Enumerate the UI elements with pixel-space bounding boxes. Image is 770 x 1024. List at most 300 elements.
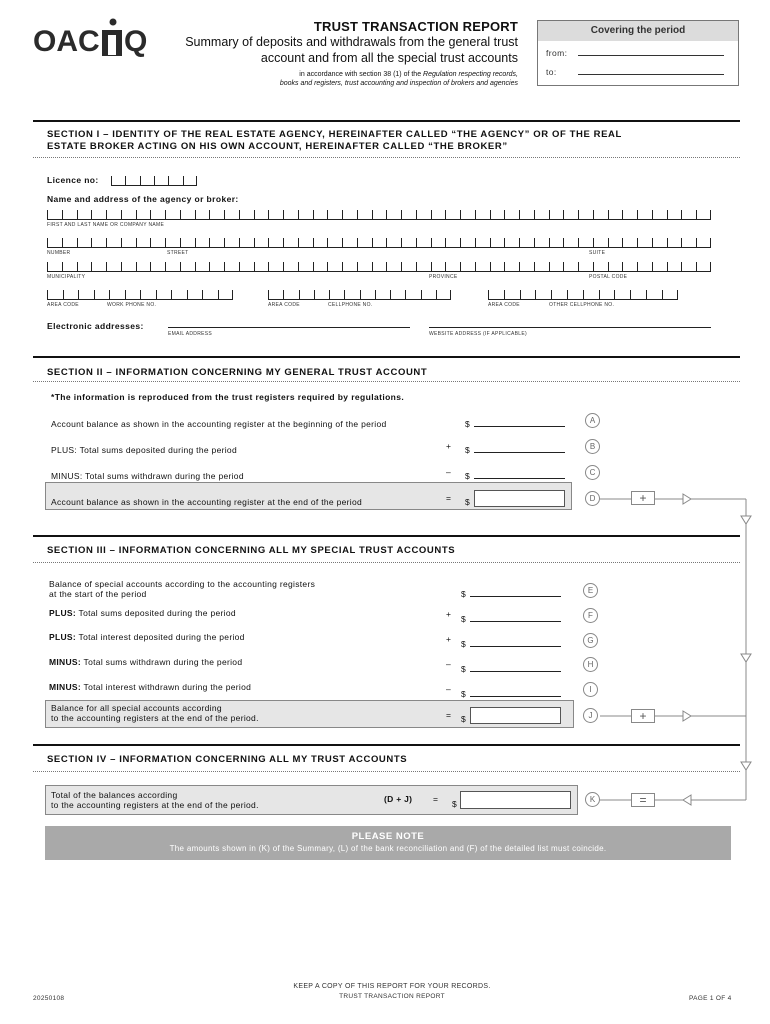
comb-tick [357, 210, 358, 219]
comb-tick [696, 210, 697, 219]
row-h-label-text: Total sums withdrawn during the period [83, 657, 243, 667]
comb-tick [62, 238, 63, 247]
comb-tick [360, 290, 361, 299]
report-title-block [170, 19, 518, 88]
comb-tick [342, 210, 343, 219]
footer-report-name: TRUST TRANSACTION REPORT [339, 993, 445, 1000]
row-k-label-line1: Total of the balances according [51, 790, 178, 800]
row-f-op: + [446, 609, 452, 619]
comb-tick [78, 290, 79, 299]
comb-tick [298, 238, 299, 247]
name-address-label: Name and address of the agency or broker: [47, 194, 239, 204]
comb-tick [504, 262, 505, 271]
comb-tick [578, 262, 579, 271]
comb-tick [165, 238, 166, 247]
row-f-label [49, 608, 236, 618]
section4-rule [33, 744, 740, 746]
period-from-line[interactable] [578, 55, 724, 56]
other-cellphone-caption: OTHER CELLPHONE NO. [549, 302, 615, 308]
comb-tick [109, 290, 110, 299]
comb-tick [299, 290, 300, 299]
row-h-key: H [583, 657, 598, 672]
comb-tick [62, 262, 63, 271]
row-d-key: D [585, 491, 600, 506]
row-i-currency: $ [461, 689, 467, 699]
comb-tick [696, 238, 697, 247]
regulation-note-italic-1: Regulation respecting records, [423, 71, 518, 78]
licence-input[interactable] [111, 174, 197, 186]
comb-tick [125, 290, 126, 299]
comb-tick [534, 262, 535, 271]
comb-tick [165, 262, 166, 271]
comb-tick [460, 210, 461, 219]
province-caption: PROVINCE [429, 274, 458, 280]
row-i-label [49, 682, 251, 692]
comb-tick [637, 262, 638, 271]
row-a-amount[interactable] [474, 426, 565, 427]
work-phone-input[interactable] [47, 288, 233, 300]
comb-tick [637, 238, 638, 247]
postal-code-caption: POSTAL CODE [589, 274, 628, 280]
footer-code: 20250108 [33, 995, 65, 1002]
comb-tick [488, 290, 489, 299]
comb-tick [357, 238, 358, 247]
comb-tick [662, 290, 663, 299]
comb-tick [563, 262, 564, 271]
section1-title-line1: SECTION I – IDENTITY OF THE REAL ESTATE AGENCY, HEREINAFTER CALLED “THE AGENCY” OR OF THE REAL [47, 129, 622, 140]
comb-tick [681, 210, 682, 219]
row-b-key: B [585, 439, 600, 454]
row-h-label-bold: MINUS: [49, 657, 82, 667]
row-i-amount[interactable] [470, 696, 561, 697]
comb-tick [268, 262, 269, 271]
comb-tick [593, 238, 594, 247]
comb-tick [504, 238, 505, 247]
comb-tick [386, 210, 387, 219]
comb-tick [180, 238, 181, 247]
comb-tick [445, 262, 446, 271]
comb-tick [710, 210, 711, 219]
report-title: TRUST TRANSACTION REPORT [313, 19, 518, 34]
row-i-op: – [446, 684, 452, 694]
comb-tick [283, 210, 284, 219]
section3-rule [33, 535, 740, 537]
regulation-note-italic-2: books and registers, trust accounting and inspection of brokers and agencies [279, 80, 518, 87]
regulation-note [170, 70, 518, 88]
comb-tick [614, 290, 615, 299]
comb-tick [150, 262, 151, 271]
row-d-currency: $ [465, 497, 471, 507]
comb-tick [154, 176, 155, 185]
row-j-amount[interactable] [470, 707, 561, 724]
comb-tick [91, 210, 92, 219]
row-g-label-bold: PLUS: [49, 632, 76, 642]
row-f-key: F [583, 608, 598, 623]
website-input[interactable] [429, 327, 711, 328]
comb-tick [224, 238, 225, 247]
number-caption: NUMBER [47, 250, 71, 256]
row-a-currency: $ [465, 419, 471, 429]
row-b-label: PLUS: Total sums deposited during the period [51, 445, 237, 455]
section1-rule [33, 120, 740, 122]
comb-tick [283, 238, 284, 247]
comb-tick [168, 176, 169, 185]
comb-tick [313, 210, 314, 219]
comb-tick [416, 262, 417, 271]
comb-tick [195, 238, 196, 247]
comb-tick [405, 290, 406, 299]
comb-tick [401, 238, 402, 247]
row-g-label [49, 632, 245, 642]
comb-tick [150, 238, 151, 247]
comb-tick [608, 210, 609, 219]
row-c-key: C [585, 465, 600, 480]
electronic-addresses-label: Electronic addresses: [47, 321, 144, 331]
comb-tick [218, 290, 219, 299]
comb-tick [140, 290, 141, 299]
comb-tick [171, 290, 172, 299]
regulation-note-pre: in accordance with section 38 (1) of the [299, 71, 422, 78]
comb-tick [416, 210, 417, 219]
comb-tick [431, 238, 432, 247]
comb-tick [681, 238, 682, 247]
comb-tick [519, 210, 520, 219]
comb-tick [180, 210, 181, 219]
section1-title-line2: ESTATE BROKER ACTING ON HIS OWN ACCOUNT, HEREINAFTER CALLED “THE BROKER” [47, 141, 508, 152]
cellphone-caption: CELLPHONE NO. [328, 302, 373, 308]
comb-tick [667, 262, 668, 271]
comb-tick [91, 262, 92, 271]
covering-period-title: Covering the period [538, 21, 738, 41]
row-g-label-text: Total interest deposited during the period [78, 632, 245, 642]
comb-tick [549, 262, 550, 271]
row-d-op: = [446, 493, 452, 503]
row-h-currency: $ [461, 664, 467, 674]
comb-tick [578, 210, 579, 219]
comb-tick [490, 262, 491, 271]
row-b-currency: $ [465, 445, 471, 455]
please-note-banner [45, 826, 731, 860]
comb-tick [357, 262, 358, 271]
comb-tick [563, 238, 564, 247]
comb-tick [268, 290, 269, 299]
comb-tick [106, 210, 107, 219]
other-cellphone-input[interactable] [488, 288, 678, 300]
email-caption: EMAIL ADDRESS [168, 331, 213, 337]
comb-tick [372, 262, 373, 271]
comb-tick [401, 210, 402, 219]
comb-tick [47, 290, 48, 299]
comb-tick [520, 290, 521, 299]
row-g-currency: $ [461, 639, 467, 649]
row-h-label [49, 657, 242, 667]
report-subtitle-1: Summary of deposits and withdrawals from the general trust [185, 35, 518, 49]
comb-tick [63, 290, 64, 299]
comb-tick [490, 238, 491, 247]
row-d-amount[interactable] [474, 490, 565, 507]
comb-tick [298, 210, 299, 219]
section2-intro: *The information is reproduced from the trust registers required by regulations. [51, 392, 405, 402]
row-f-label-bold: PLUS: [49, 608, 76, 618]
row-b-amount[interactable] [474, 452, 565, 453]
comb-tick [622, 262, 623, 271]
row-e-currency: $ [461, 589, 467, 599]
comb-tick [47, 262, 48, 271]
comb-tick [268, 210, 269, 219]
comb-tick [535, 290, 536, 299]
municipality-input[interactable] [47, 260, 711, 272]
row-e-key: E [583, 583, 598, 598]
comb-tick [94, 290, 95, 299]
comb-tick [136, 210, 137, 219]
comb-tick [156, 290, 157, 299]
comb-tick [475, 210, 476, 219]
comb-tick [329, 290, 330, 299]
row-j-currency: $ [461, 714, 467, 724]
comb-tick [77, 262, 78, 271]
comb-tick [436, 290, 437, 299]
comb-tick [111, 176, 112, 185]
comb-tick [583, 290, 584, 299]
row-c-amount[interactable] [474, 478, 565, 479]
comb-tick [254, 210, 255, 219]
comb-tick [534, 238, 535, 247]
comb-tick [62, 210, 63, 219]
comb-tick [121, 210, 122, 219]
comb-tick [106, 262, 107, 271]
comb-tick [504, 210, 505, 219]
comb-tick [599, 290, 600, 299]
comb-tick [696, 262, 697, 271]
licence-label: Licence no: [47, 175, 99, 185]
comb-tick [390, 290, 391, 299]
period-to-field[interactable] [546, 60, 738, 79]
period-from-label: from: [546, 48, 568, 58]
row-e-amount[interactable] [470, 596, 561, 597]
comb-tick [534, 210, 535, 219]
please-note-heading: PLEASE NOTE [351, 831, 425, 842]
street-address-input[interactable] [47, 236, 711, 248]
comb-tick [431, 262, 432, 271]
comb-tick [283, 262, 284, 271]
suite-caption: SUITE [589, 250, 606, 256]
comb-tick [608, 262, 609, 271]
section4-title: SECTION IV – INFORMATION CONCERNING ALL MY TRUST ACCOUNTS [47, 754, 408, 765]
comb-tick [677, 290, 678, 299]
section1-dotted-rule [33, 157, 740, 158]
section3-dotted-rule [33, 562, 740, 563]
report-subtitle-2: account and from all the special trust accounts [260, 51, 518, 65]
comb-tick [283, 290, 284, 299]
footer-page-number: PAGE 1 OF 4 [689, 995, 732, 1002]
comb-tick [646, 290, 647, 299]
street-caption: STREET [167, 250, 189, 256]
comb-tick [372, 238, 373, 247]
comb-tick [254, 262, 255, 271]
area-code-3-caption: AREA CODE [488, 302, 520, 308]
comb-tick [637, 210, 638, 219]
row-e-label-line2: at the start of the period [49, 589, 147, 599]
comb-tick [47, 238, 48, 247]
row-j-key: J [583, 708, 598, 723]
row-j-label [51, 703, 259, 723]
comb-tick [187, 290, 188, 299]
comb-tick [630, 290, 631, 299]
comb-tick [327, 238, 328, 247]
row-d-label: Account balance as shown in the accounting register at the end of the period [51, 497, 363, 507]
row-h-amount[interactable] [470, 671, 561, 672]
comb-tick [416, 238, 417, 247]
comb-tick [239, 210, 240, 219]
comb-tick [710, 262, 711, 271]
row-k-currency: $ [452, 799, 458, 809]
comb-tick [445, 238, 446, 247]
section2-rule [33, 356, 740, 358]
row-g-amount[interactable] [470, 646, 561, 647]
period-to-line[interactable] [578, 74, 724, 75]
area-code-1-caption: AREA CODE [47, 302, 79, 308]
section1-title [47, 129, 622, 153]
row-c-currency: $ [465, 471, 471, 481]
comb-tick [314, 290, 315, 299]
footer-keep-copy: KEEP A COPY OF THIS REPORT FOR YOUR RECORDS. [293, 983, 491, 990]
comb-tick [608, 238, 609, 247]
comb-tick [327, 262, 328, 271]
comb-tick [209, 238, 210, 247]
comb-tick [232, 290, 233, 299]
comb-tick [268, 238, 269, 247]
section4-dotted-rule [33, 771, 740, 772]
name-input[interactable] [47, 208, 711, 220]
comb-tick [593, 210, 594, 219]
comb-tick [652, 262, 653, 271]
row-f-currency: $ [461, 614, 467, 624]
email-input[interactable] [168, 327, 410, 328]
row-g-key: G [583, 633, 598, 648]
section2-dotted-rule [33, 381, 740, 382]
website-caption: WEBSITE ADDRESS (IF APPLICABLE) [429, 331, 527, 337]
row-k-label-line2: to the accounting registers at the end of the period. [51, 800, 259, 810]
comb-tick [386, 262, 387, 271]
comb-tick [622, 210, 623, 219]
row-b-op: + [446, 441, 452, 451]
comb-tick [195, 262, 196, 271]
row-e-label [49, 579, 315, 599]
area-code-2-caption: AREA CODE [268, 302, 300, 308]
comb-tick [386, 238, 387, 247]
comb-tick [475, 238, 476, 247]
row-j-plus-box: + [631, 709, 655, 723]
comb-tick [667, 238, 668, 247]
row-g-op: + [446, 634, 452, 644]
comb-tick [180, 262, 181, 271]
comb-tick [431, 210, 432, 219]
comb-tick [652, 210, 653, 219]
row-f-label-text: Total sums deposited during the period [78, 608, 236, 618]
comb-tick [327, 210, 328, 219]
comb-tick [77, 210, 78, 219]
comb-tick [342, 238, 343, 247]
comb-tick [667, 210, 668, 219]
comb-tick [475, 262, 476, 271]
comb-tick [445, 210, 446, 219]
comb-tick [344, 290, 345, 299]
comb-tick [254, 238, 255, 247]
row-k-formula: (D + J) [384, 794, 413, 804]
comb-tick [195, 210, 196, 219]
work-phone-caption: WORK PHONE NO. [107, 302, 157, 308]
comb-tick [196, 176, 197, 185]
comb-tick [140, 176, 141, 185]
comb-tick [77, 238, 78, 247]
comb-tick [622, 238, 623, 247]
comb-tick [136, 262, 137, 271]
comb-tick [202, 290, 203, 299]
comb-tick [121, 262, 122, 271]
comb-tick [209, 210, 210, 219]
comb-tick [549, 238, 550, 247]
comb-tick [342, 262, 343, 271]
section2-title: SECTION II – INFORMATION CONCERNING MY GENERAL TRUST ACCOUNT [47, 367, 428, 378]
comb-tick [224, 210, 225, 219]
row-j-label-line2: to the accounting registers at the end of the period. [51, 713, 259, 723]
comb-tick [567, 290, 568, 299]
oaciq-logo [33, 18, 163, 58]
row-k-op: = [433, 794, 439, 804]
comb-tick [239, 262, 240, 271]
comb-tick [313, 262, 314, 271]
comb-tick [106, 238, 107, 247]
comb-tick [209, 262, 210, 271]
row-e-label-line1: Balance of special accounts according to the accounting registers [49, 579, 316, 589]
row-k-label [51, 790, 259, 810]
comb-tick [710, 238, 711, 247]
comb-tick [504, 290, 505, 299]
period-from-field[interactable] [546, 41, 738, 60]
comb-tick [460, 262, 461, 271]
period-to-label: to: [546, 67, 557, 77]
comb-tick [224, 262, 225, 271]
comb-tick [313, 238, 314, 247]
comb-tick [183, 176, 184, 185]
row-j-label-line1: Balance for all special accounts according [51, 703, 222, 713]
row-d-plus-box: + [631, 491, 655, 505]
comb-tick [519, 238, 520, 247]
comb-tick [450, 290, 451, 299]
row-f-amount[interactable] [470, 621, 561, 622]
comb-tick [460, 238, 461, 247]
comb-tick [490, 210, 491, 219]
row-h-op: – [446, 659, 452, 669]
covering-period-box [537, 20, 739, 86]
comb-tick [519, 262, 520, 271]
comb-tick [563, 210, 564, 219]
comb-tick [652, 238, 653, 247]
comb-tick [47, 210, 48, 219]
cellphone-input[interactable] [268, 288, 451, 300]
row-k-key: K [585, 792, 600, 807]
comb-tick [372, 210, 373, 219]
comb-tick [593, 262, 594, 271]
comb-tick [549, 210, 550, 219]
row-k-amount[interactable] [460, 791, 571, 809]
row-c-label: MINUS: Total sums withdrawn during the period [51, 471, 244, 481]
comb-tick [375, 290, 376, 299]
row-a-key: A [585, 413, 600, 428]
municipality-caption: MUNICIPALITY [47, 274, 86, 280]
row-i-label-text: Total interest withdrawn during the period [83, 682, 252, 692]
comb-tick [165, 210, 166, 219]
